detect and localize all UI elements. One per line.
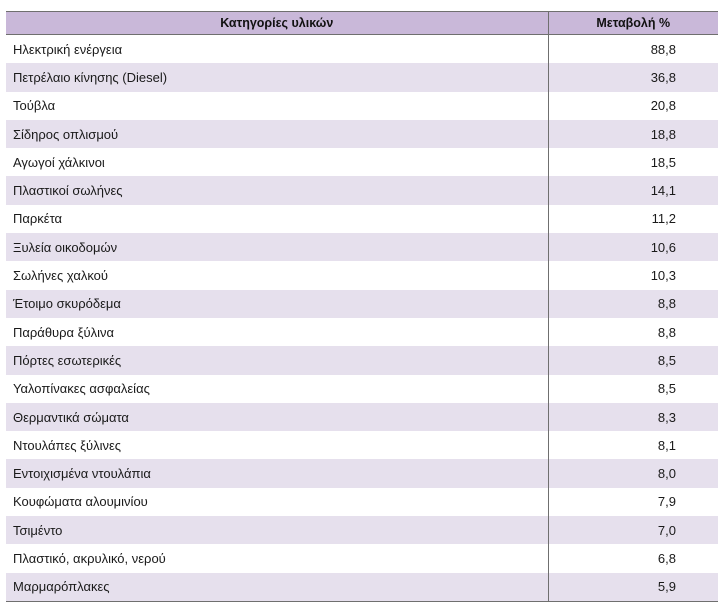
change-percent-cell: 7,0 xyxy=(548,516,718,544)
table-header xyxy=(6,12,718,35)
change-percent-cell: 36,8 xyxy=(548,63,718,91)
table-row xyxy=(6,516,718,544)
change-percent-cell: 8,8 xyxy=(548,290,718,318)
materials-change-table-container xyxy=(6,11,718,602)
table-body xyxy=(6,35,718,602)
material-category-cell: Κουφώματα αλουμινίου xyxy=(13,494,148,510)
material-category-cell: Τούβλα xyxy=(13,98,56,114)
table-row xyxy=(6,176,718,204)
change-percent-cell: 18,8 xyxy=(548,120,718,148)
table-row xyxy=(6,92,718,120)
table-row xyxy=(6,233,718,261)
table-row xyxy=(6,403,718,431)
change-percent-cell: 10,6 xyxy=(548,233,718,261)
material-category-cell: Πετρέλαιο κίνησης (Diesel) xyxy=(6,63,548,91)
table-row xyxy=(6,63,718,91)
change-percent-cell: 10,3 xyxy=(548,261,718,289)
table-row xyxy=(6,148,718,176)
header-row xyxy=(6,12,718,35)
change-percent-cell: 88,8 xyxy=(548,35,718,64)
change-percent-cell: 6,8 xyxy=(548,544,718,572)
material-category-cell: Παρκέτα xyxy=(13,211,63,227)
change-percent-cell: 8,5 xyxy=(548,375,718,403)
table-row xyxy=(6,35,718,64)
table-row xyxy=(6,205,718,233)
table-row xyxy=(6,544,718,572)
change-percent-cell: 5,9 xyxy=(548,573,718,602)
change-percent-cell: 11,2 xyxy=(548,205,718,233)
table-row xyxy=(6,573,718,602)
material-category-cell: Πόρτες εσωτερικές xyxy=(6,346,548,374)
material-category-cell: Παράθυρα ξύλινα xyxy=(13,324,115,340)
material-category-cell: Ηλεκτρική ενέργεια xyxy=(13,41,123,57)
table-row xyxy=(6,488,718,516)
change-percent-cell: 18,5 xyxy=(548,148,718,176)
material-category-cell: Πλαστικό, ακρυλικό, νερού xyxy=(13,550,166,566)
table-row xyxy=(6,431,718,459)
material-category-cell: Εντοιχισμένα ντουλάπια xyxy=(6,459,548,487)
table-row xyxy=(6,346,718,374)
material-category-cell: Ντουλάπες ξύλινες xyxy=(13,437,122,453)
material-category-cell: Σωλήνες χαλκού xyxy=(13,268,109,284)
material-category-cell: Θερμαντικά σώματα xyxy=(6,403,548,431)
table-row xyxy=(6,261,718,289)
change-percent-cell: 14,1 xyxy=(548,176,718,204)
change-percent-cell: 8,0 xyxy=(548,459,718,487)
change-percent-cell: 7,9 xyxy=(548,488,718,516)
table-row xyxy=(6,318,718,346)
header-change-percent: Μεταβολή % xyxy=(548,12,718,35)
change-percent-cell: 8,1 xyxy=(548,431,718,459)
table-row xyxy=(6,375,718,403)
materials-change-table xyxy=(6,11,718,602)
material-category-cell: Τσιμέντο xyxy=(6,516,548,544)
material-category-cell: Έτοιμο σκυρόδεμα xyxy=(6,290,548,318)
table-row xyxy=(6,459,718,487)
table-row xyxy=(6,290,718,318)
change-percent-cell: 8,8 xyxy=(548,318,718,346)
change-percent-cell: 8,5 xyxy=(548,346,718,374)
material-category-cell: Αγωγοί χάλκινοι xyxy=(13,154,105,170)
material-category-cell: Υαλοπίνακες ασφαλείας xyxy=(13,381,150,397)
material-category-cell: Πλαστικοί σωλήνες xyxy=(6,176,548,204)
header-category: Κατηγορίες υλικών xyxy=(6,12,548,35)
table-row xyxy=(6,120,718,148)
material-category-cell: Σίδηρος οπλισμού xyxy=(6,120,548,148)
material-category-cell: Ξυλεία οικοδομών xyxy=(6,233,548,261)
change-percent-cell: 20,8 xyxy=(548,92,718,120)
material-category-cell: Μαρμαρόπλακες xyxy=(6,573,548,602)
change-percent-cell: 8,3 xyxy=(548,403,718,431)
